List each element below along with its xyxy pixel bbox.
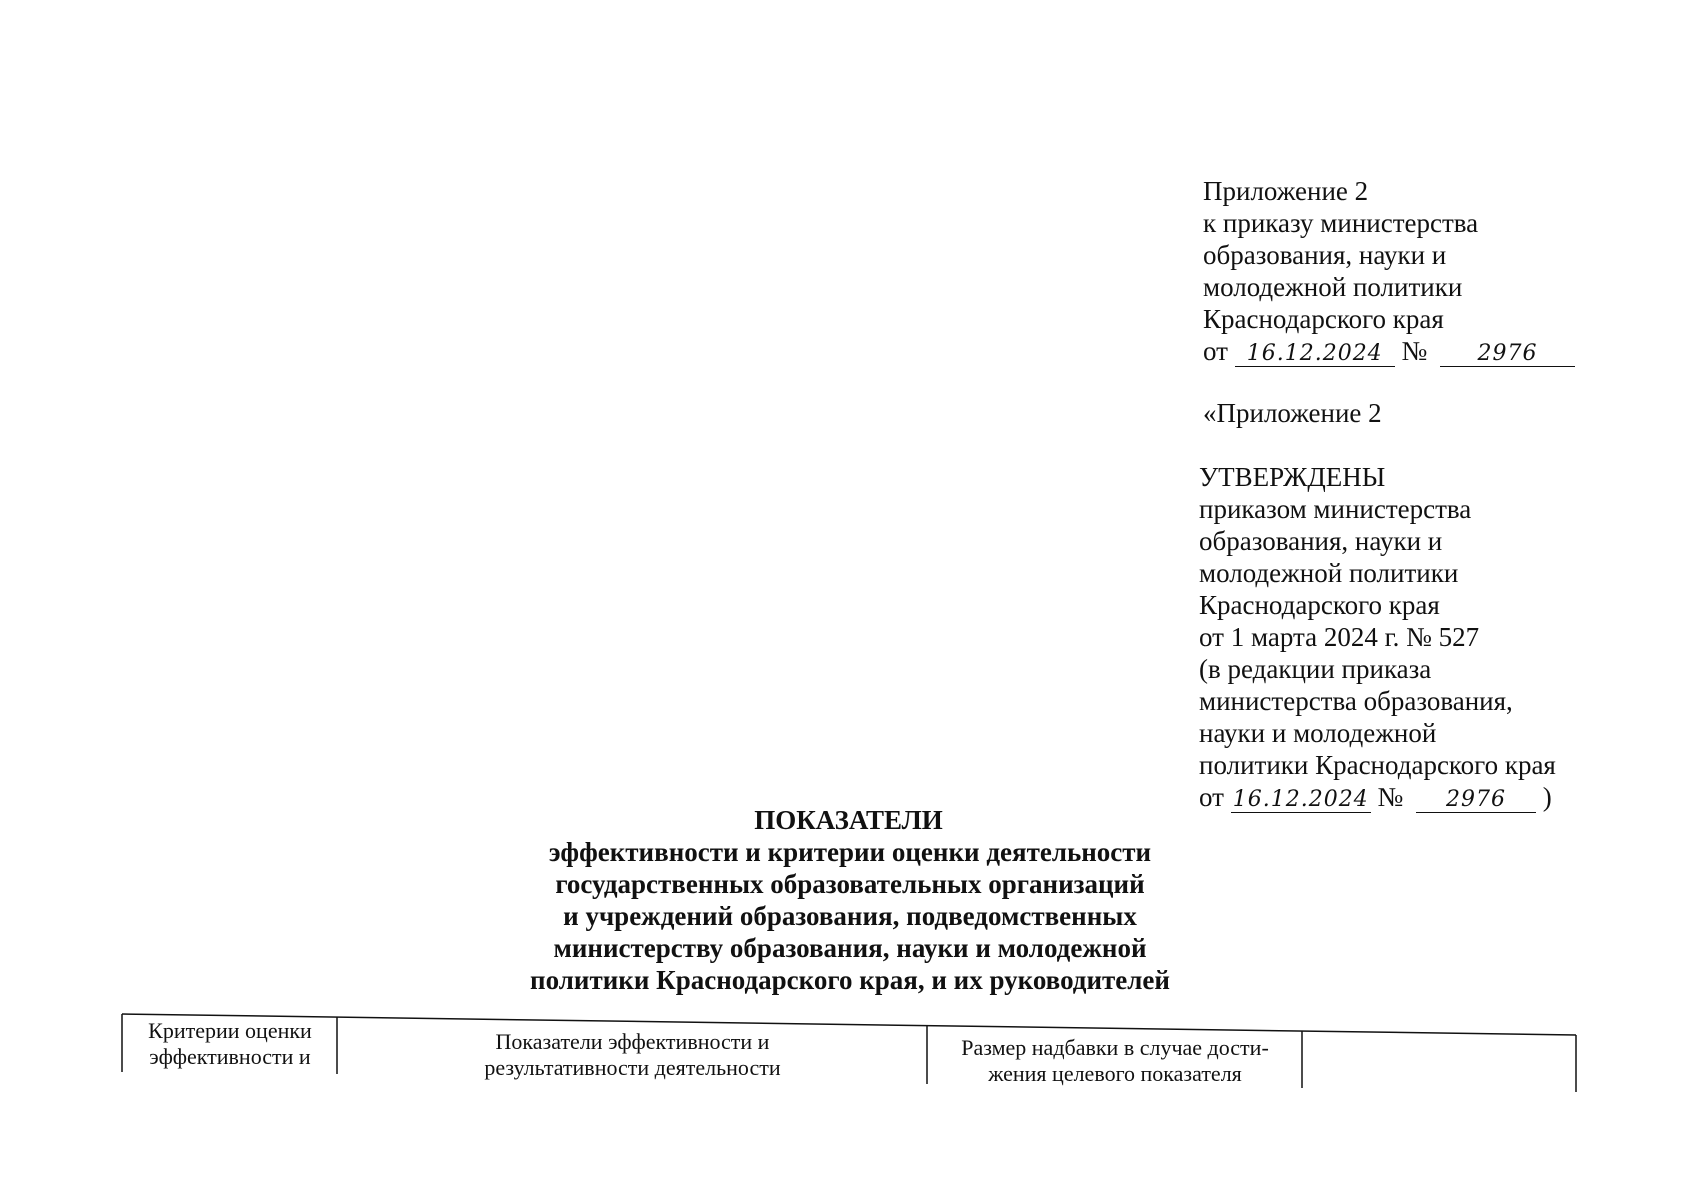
title-line: и учреждений образования, подведомственных [563,901,1137,931]
title-line: государственных образовательных организаций [555,869,1145,899]
quoted-appendix [1203,397,1382,429]
handwritten-number: 2976 [1440,342,1575,367]
header-text: жения целевого показателя [988,1061,1242,1086]
appendix-date-line [1203,335,1575,367]
handwritten-date: 16.12.2024 [1231,788,1371,813]
approved-line: приказом министерства [1199,494,1472,524]
approved-block [1199,461,1556,813]
title-heading: ПОКАЗАТЕЛИ [754,805,943,835]
document-title [500,804,1200,996]
appendix-line: молодежной политики [1203,272,1463,302]
approved-heading: УТВЕРЖДЕНЫ [1199,462,1386,492]
appendix-line: к приказу министерства [1203,208,1479,238]
header-text: эффективности и [149,1044,311,1069]
quoted-appendix-label: «Приложение 2 [1203,398,1382,428]
appendix-block [1203,175,1575,367]
appendix-title: Приложение 2 [1203,176,1369,206]
from-label: от [1199,782,1224,812]
number-label: № [1377,782,1404,812]
header-text: результативности деятельности [484,1055,781,1080]
approved-line: Краснодарского края [1199,590,1440,620]
appendix-line: образования, науки и [1203,240,1447,270]
approved-line: (в редакции приказа [1199,654,1432,684]
approved-line: науки и молодежной [1199,718,1437,748]
number-label: № [1401,336,1428,366]
from-label: от [1203,336,1228,366]
table-header-bonus [930,1035,1300,1087]
title-line: эффективности и критерии оценки деятельности [548,837,1152,867]
closing-paren: ) [1542,782,1552,812]
approved-line: политики Краснодарского края [1199,750,1556,780]
approved-date-line [1199,781,1556,813]
handwritten-number: 2976 [1416,788,1536,813]
title-line: политики Краснодарского края, и их руководителей [530,965,1170,995]
approved-line: образования, науки и [1199,526,1443,556]
header-text: Критерии оценки [148,1018,312,1043]
approved-line: молодежной политики [1199,558,1459,588]
approved-line: от 1 марта 2024 г. № 527 [1199,622,1480,652]
appendix-line: Краснодарского края [1203,304,1444,334]
table-header-indicators [340,1029,925,1081]
header-text: Показатели эффективности и [495,1029,770,1054]
title-line: министерству образования, науки и молодежной [553,933,1147,963]
approved-line: министерства образования, [1199,686,1513,716]
header-text: Размер надбавки в случае дости- [961,1035,1269,1060]
table-header-criteria [125,1018,335,1070]
handwritten-date: 16.12.2024 [1235,342,1395,367]
